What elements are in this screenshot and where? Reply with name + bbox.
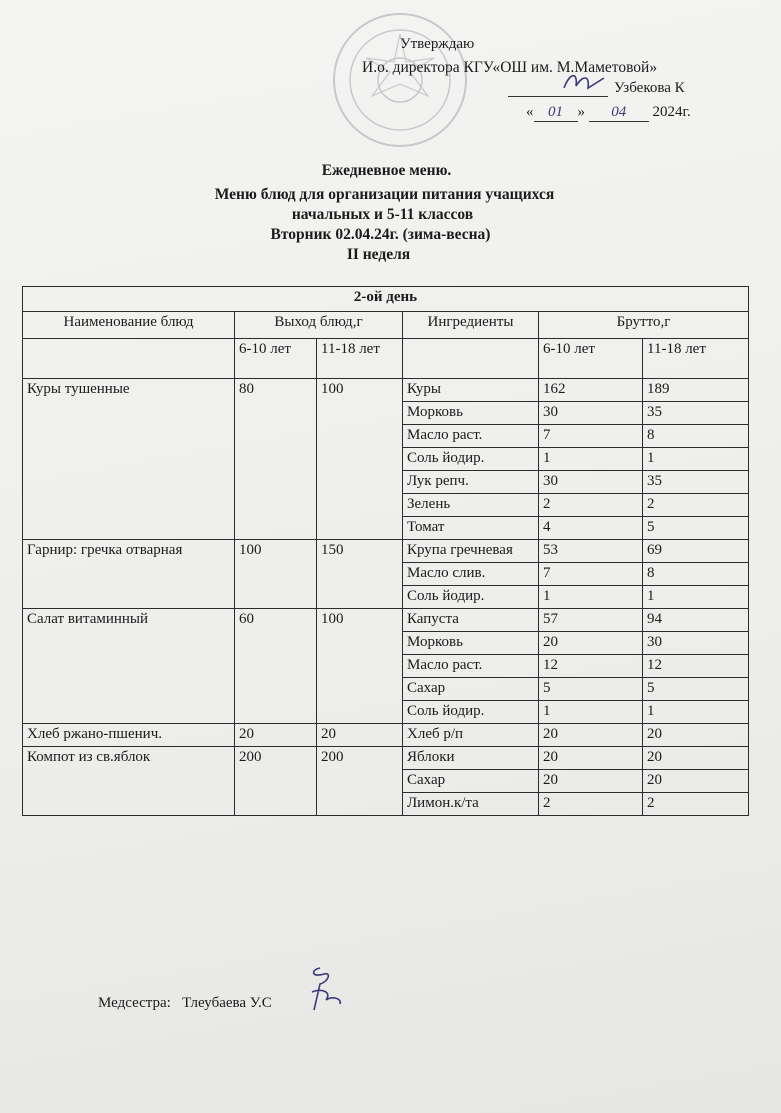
gross-old: 69 [643, 540, 749, 563]
gross-age-young: 6-10 лет [539, 339, 643, 379]
gross-young: 1 [539, 448, 643, 471]
ingredient-name: Соль йодир. [403, 448, 539, 471]
gross-old: 12 [643, 655, 749, 678]
gross-old: 20 [643, 770, 749, 793]
official-seal [330, 10, 470, 150]
gross-young: 162 [539, 379, 643, 402]
output-old: 100 [317, 609, 403, 724]
header-output: Выход блюд,г [235, 312, 403, 339]
output-age-old: 11-18 лет [317, 339, 403, 379]
gross-old: 189 [643, 379, 749, 402]
table-header-row [23, 312, 749, 339]
table-row [23, 379, 749, 402]
dish-name: Куры тушенные [23, 379, 235, 540]
output-young: 60 [235, 609, 317, 724]
gross-young: 5 [539, 678, 643, 701]
date-month: 04 [589, 104, 649, 122]
output-age-young: 6-10 лет [235, 339, 317, 379]
ingredient-name: Хлеб р/п [403, 724, 539, 747]
output-old: 100 [317, 379, 403, 540]
output-old: 20 [317, 724, 403, 747]
ingredient-name: Крупа гречневая [403, 540, 539, 563]
nurse-signature [302, 962, 348, 1014]
nurse-line [98, 995, 272, 1012]
dish-name: Компот из св.яблок [23, 747, 235, 816]
dish-name: Хлеб ржано-пшенич. [23, 724, 235, 747]
gross-young: 1 [539, 586, 643, 609]
nurse-label: Медсестра: [98, 995, 171, 1011]
gross-old: 35 [643, 471, 749, 494]
table-row [23, 609, 749, 632]
menu-classes: начальных и 5-11 классов [291, 206, 474, 223]
table-row [23, 724, 749, 747]
gross-young: 2 [539, 793, 643, 816]
gross-old: 30 [643, 632, 749, 655]
ingredient-name: Лук репч. [403, 471, 539, 494]
gross-old: 1 [643, 586, 749, 609]
gross-young: 7 [539, 563, 643, 586]
gross-young: 20 [539, 770, 643, 793]
ingredient-name: Сахар [403, 678, 539, 701]
menu-week: II неделя [346, 246, 411, 263]
menu-heading: Ежедневное меню. [321, 162, 452, 179]
gross-old: 35 [643, 402, 749, 425]
gross-age-old: 11-18 лет [643, 339, 749, 379]
header-ingredients: Ингредиенты [403, 312, 539, 339]
date-day: 01 [534, 104, 578, 122]
gross-young: 7 [539, 425, 643, 448]
menu-date: Вторник 02.04.24г. (зима-весна) [270, 226, 491, 243]
menu-subheading: Меню блюд для организации питания учащихся [214, 186, 555, 203]
ingredient-name: Морковь [403, 402, 539, 425]
ingredient-name: Масло раст. [403, 655, 539, 678]
age-empty-cell [23, 339, 235, 379]
gross-young: 57 [539, 609, 643, 632]
approval-date: « 01 » 04 2024г. [526, 104, 691, 120]
gross-old: 1 [643, 448, 749, 471]
gross-old: 5 [643, 678, 749, 701]
gross-old: 20 [643, 724, 749, 747]
gross-young: 30 [539, 471, 643, 494]
ingredients-empty-cell [403, 339, 539, 379]
date-year: 2024г. [652, 104, 691, 120]
gross-old: 2 [643, 494, 749, 517]
header-gross: Брутто,г [539, 312, 749, 339]
gross-young: 20 [539, 747, 643, 770]
dish-name: Гарнир: гречка отварная [23, 540, 235, 609]
gross-young: 2 [539, 494, 643, 517]
ingredient-name: Томат [403, 517, 539, 540]
ingredient-name: Соль йодир. [403, 701, 539, 724]
gross-old: 8 [643, 563, 749, 586]
gross-young: 20 [539, 632, 643, 655]
ingredient-name: Сахар [403, 770, 539, 793]
ingredient-name: Масло раст. [403, 425, 539, 448]
gross-young: 1 [539, 701, 643, 724]
gross-young: 20 [539, 724, 643, 747]
output-old: 200 [317, 747, 403, 816]
gross-young: 53 [539, 540, 643, 563]
gross-old: 1 [643, 701, 749, 724]
gross-old: 2 [643, 793, 749, 816]
output-young: 20 [235, 724, 317, 747]
ingredient-name: Соль йодир. [403, 586, 539, 609]
output-young: 200 [235, 747, 317, 816]
table-day-row [23, 287, 749, 312]
ingredient-name: Капуста [403, 609, 539, 632]
approval-title: Утверждаю [400, 36, 475, 52]
menu-table [22, 286, 749, 816]
director-signature [560, 68, 610, 96]
ingredient-name: Куры [403, 379, 539, 402]
output-old: 150 [317, 540, 403, 609]
table-row [23, 540, 749, 563]
output-young: 80 [235, 379, 317, 540]
gross-old: 94 [643, 609, 749, 632]
gross-young: 12 [539, 655, 643, 678]
day-title: 2-ой день [23, 287, 749, 312]
dish-name: Салат витаминный [23, 609, 235, 724]
ingredient-name: Масло слив. [403, 563, 539, 586]
approval-position: И.о. директора КГУ«ОШ им. М.Маметовой» [362, 59, 658, 76]
gross-old: 8 [643, 425, 749, 448]
table-row [23, 747, 749, 770]
gross-young: 30 [539, 402, 643, 425]
signatory-name: Узбекова К [614, 80, 685, 96]
table-age-row [23, 339, 749, 379]
ingredient-name: Яблоки [403, 747, 539, 770]
nurse-name: Тлеубаева У.С [182, 995, 272, 1011]
header-dish: Наименование блюд [23, 312, 235, 339]
ingredient-name: Морковь [403, 632, 539, 655]
gross-young: 4 [539, 517, 643, 540]
gross-old: 20 [643, 747, 749, 770]
ingredient-name: Лимон.к/та [403, 793, 539, 816]
gross-old: 5 [643, 517, 749, 540]
ingredient-name: Зелень [403, 494, 539, 517]
output-young: 100 [235, 540, 317, 609]
